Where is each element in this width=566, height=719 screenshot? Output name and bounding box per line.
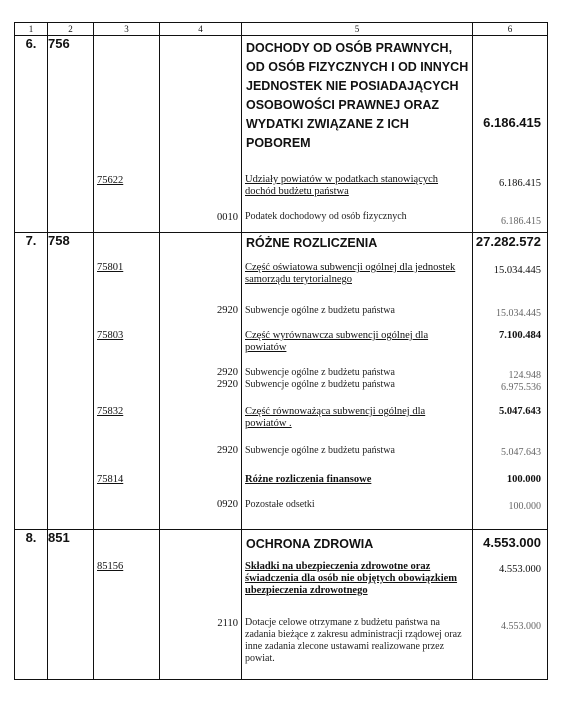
paragraf-name: Subwencje ogólne z budżetu państwa (245, 305, 395, 316)
rozdzial-name: Udziały powiatów w podatkach stanowiących dochód budżetu państwa (245, 174, 439, 197)
paragraf-amount: 5.047.643 (501, 447, 541, 458)
section-row (15, 36, 548, 233)
section-amount: 27.282.572 (475, 234, 541, 249)
paragraf-name: Subwencje ogólne z budżetu państwa (245, 379, 395, 390)
section-dzial: 758 (48, 233, 94, 530)
paragraf-code: 2920 (217, 305, 238, 316)
section-lp: 6. (15, 36, 48, 233)
section-dzial: 756 (48, 36, 94, 233)
section-row (15, 233, 548, 530)
paragraf-name: Pozostałe odsetki (245, 499, 315, 510)
paragraf-name: Subwencje ogólne z budżetu państwa (245, 445, 395, 456)
rozdzial-code: 75832 (97, 406, 124, 417)
paragraf-code: 0010 (217, 212, 238, 223)
paragraf-code: 2110 (217, 618, 238, 629)
rozdzial-name: Różne rozliczenia finansowe (245, 474, 372, 485)
rozdzial-amount: 15.034.445 (493, 265, 541, 276)
paragraf-name: Podatek dochodowy od osób fizycznych (245, 211, 407, 222)
rozdzial-name: Część równoważąca subwencji ogólnej dla powiatów . (245, 406, 426, 429)
column-number: 1 (15, 23, 48, 36)
column-number-row (15, 23, 548, 36)
column-number: 4 (160, 23, 242, 36)
rozdzial-amount: 5.047.643 (499, 406, 541, 417)
section-amount: 6.186.415 (483, 115, 541, 130)
column-number: 6 (473, 23, 548, 36)
paragraf-amount: 6.186.415 (501, 216, 541, 227)
paragraf-amount: 124.948 (508, 370, 541, 381)
rozdzial-code: 75622 (97, 175, 124, 186)
column-number: 2 (48, 23, 94, 36)
rozdzial-name: Składki na ubezpieczenia zdrowotne oraz świadczenia dla osób nie objętych obowiązkiem ubezpieczenia zdrowotnego (245, 561, 458, 596)
paragraf-name: Dotacje celowe otrzymane z budżetu państwa na zadania bieżące z zakresu administracji rządowej oraz inne zadania zlecone ustawami realizowane przez powiat. (245, 617, 462, 664)
section-title: DOCHODY OD OSÓB PRAWNYCH, OD OSÓB FIZYCZNYCH I OD INNYCH JEDNOSTEK NIE POSIADAJĄCYCH OSOBOWOŚCI PRAWNEJ ORAZ WYDATKI ZWIĄZANE Z ICH POBOREM (246, 41, 469, 150)
rozdzial-amount: 4.553.000 (499, 564, 541, 575)
column-number: 3 (94, 23, 160, 36)
rozdzial-code: 75803 (97, 330, 124, 341)
paragraf-amount: 6.975.536 (501, 382, 541, 393)
section-title: RÓŻNE ROZLICZENIA (246, 236, 378, 250)
rozdzial-amount: 7.100.484 (499, 330, 541, 341)
rozdzial-name: Część oświatowa subwencji ogólnej dla jednostek samorządu terytorialnego (245, 262, 456, 285)
rozdzial-amount: 100.000 (506, 474, 541, 485)
rozdzial-code: 75814 (97, 474, 124, 485)
paragraf-name: Subwencje ogólne z budżetu państwa (245, 367, 395, 378)
rozdzial-code: 75801 (97, 262, 124, 273)
paragraf-code: 0920 (217, 499, 238, 510)
section-amount: 4.553.000 (483, 535, 541, 550)
rozdzial-name: Część wyrównawcza subwencji ogólnej dla powiatów (245, 330, 429, 353)
rozdzial-code: 85156 (97, 561, 124, 572)
section-dzial: 851 (48, 530, 94, 680)
column-number: 5 (242, 23, 473, 36)
section-lp: 8. (15, 530, 48, 680)
rozdzial-amount: 6.186.415 (499, 178, 541, 189)
section-title: OCHRONA ZDROWIA (246, 537, 374, 551)
paragraf-amount: 15.034.445 (496, 308, 541, 319)
paragraf-code: 2920 (217, 379, 238, 390)
paragraf-code: 2920 (217, 367, 238, 378)
section-row (15, 530, 548, 680)
budget-table (14, 22, 548, 680)
section-lp: 7. (15, 233, 48, 530)
paragraf-amount: 4.553.000 (501, 621, 541, 632)
paragraf-code: 2920 (217, 445, 238, 456)
paragraf-amount: 100.000 (508, 501, 541, 512)
